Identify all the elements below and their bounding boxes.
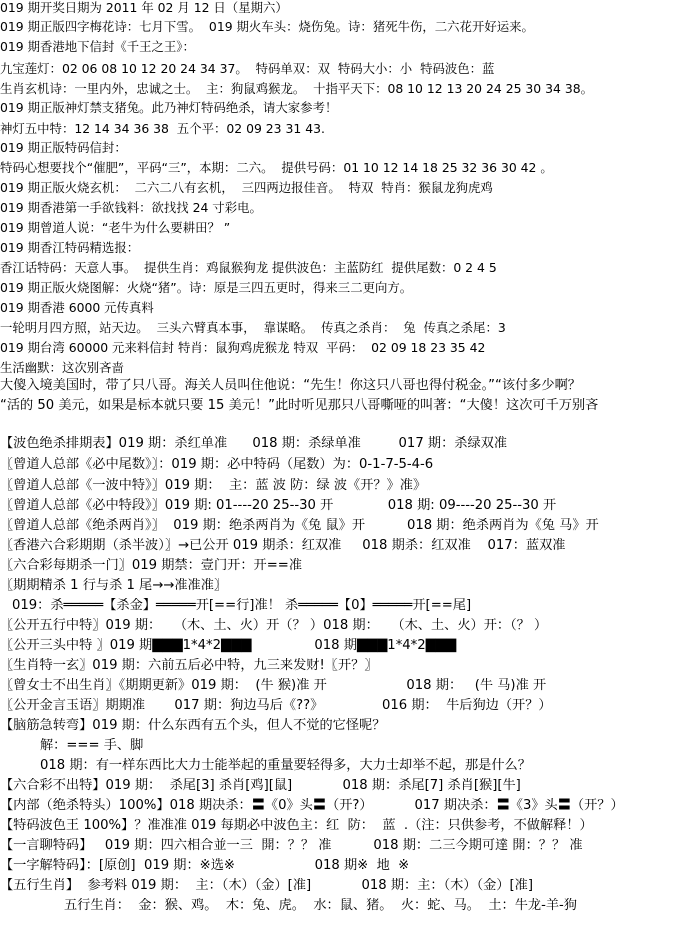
one-word-talk-line: 【一言聊特码】 019 期：四六相合並一三 開：？？ 准 018 期：二三今期可達 開：？？ 准: [0, 838, 583, 853]
taiwan-envelope-line: 019 期台湾 60000 元来料信封 特肖：鼠狗鸡虎猴龙 特双 平码： 02 09 18 23 35 42: [0, 340, 486, 355]
fire-chart-line: 019 期正版火烧图解：火烧“猪”。诗：原是三四五更时，得来三二更向方。: [0, 280, 413, 295]
humor-line-2: “活的 50 美元，如果是标本就只要 15 美元！”此时听见那只八哥嘶哑的叫著：“大傻！这次可千万别吝: [0, 398, 599, 413]
riddle-line: 【脑筋急转弯】019 期：什么东西有五个头，但人不觉的它怪呢？: [0, 718, 386, 733]
riddle-018-line: 018 期：有一样东西比大力士能举起的重量要轻得多，大力士却举不起，那是什么？: [40, 758, 531, 773]
five-zodiac-line: 【五行生肖】 参考料 019 期： 主：（木）（金）[准] 018 期：主：（木）（金）[准]: [0, 878, 533, 893]
kill-row-tail-title: 〖期期精杀 1 行与杀 1 尾→→准准准〗: [0, 578, 228, 593]
hk-half-wave-line: 〖香港六合彩期期（杀半波）〗→已公开 019 期杀：红双准 018 期杀：红双准 017：蓝双准: [0, 538, 566, 553]
draw-date-line: 019 期开奖日期为 2011 年 02 月 12 日（星期六）: [0, 0, 288, 15]
inner-kill-head-line: 【内部（绝杀特头）100%】018 期决杀：〓《0》头〓（开?） 017 期决杀：〓《3》头〓（开？）: [0, 798, 624, 813]
plum-poem-line: 019 期正版四字梅花诗：七月下雪。 019 期火车头：烧伤兔。诗：猪死牛伤，二六花开好运来。: [0, 19, 534, 34]
wave-king-line: 【特码波色王 100%】？准准准 019 每期必中波色主：红 防： 蓝 .（注：只供参考，不做解释！）: [0, 818, 593, 833]
zeng-said-line: 019 期曾道人说：“老牛为什么要耕田？ ”: [0, 220, 231, 235]
hk-first-hand-line: 019 期香港第一手欲钱料：欲找找 24 寸彩电。: [0, 200, 262, 215]
three-heads-line: 〖公开三头中特 〗019 期▇▇▇1*4*2▇▇▇ 018 期▇▇▇1*4*2▇▇▇: [0, 638, 457, 653]
hk-fax-line: 一轮明月四方照，站天边。 三头六臂真本事， 靠谋略。 传真之杀肖： 兔 传真之杀尾：3: [0, 320, 506, 335]
kill-one-door-line: 〖六合彩每期杀一门〗019 期禁：壹门开：开==准: [0, 558, 303, 573]
xiangjiang-title: 019 期香江特码精选报：: [0, 240, 140, 255]
zeng-segment-line: 〖曾道人总部《必中特段》〗019 期: 01----20 25--30 开 018 期: 09----20 25--30 开: [0, 498, 557, 513]
kill-row-tail-line: 019：杀═════【杀金】═════开[==行]准！ 杀═════【0】═════开[==尾]: [12, 598, 472, 613]
riddle-answer-line: 解：=== 手、脚: [40, 738, 144, 753]
humor-title: 生活幽默：这次别吝啬: [0, 360, 124, 375]
humor-line-1: 大傻入境美国时，带了只八哥。海关人员叫住他说：“先生！你这只八哥也得付税金。”“该付多少啊？: [0, 378, 590, 393]
zodiac-one-line: 〖生肖特一玄〗019 期：六前五后必中特，九三来发财!〖开？〗: [0, 658, 378, 673]
special-envelope-line: 特码心想要找个“催肥”，平码“三”，本期：二六。 提供号码：01 10 12 14 18 25 32 36 30 42 。: [0, 160, 553, 175]
hk-fax-title: 019 期香港 6000 元传真料: [0, 300, 154, 315]
golden-words-line: 〖公开金言玉语〗期期准 017 期：狗边马后《??》 016 期： 牛后狗边（开？）: [0, 698, 552, 713]
zodiac-mystery-line: 生肖玄机诗：一里内外，忠诚之士。 主：狗鼠鸡猴龙。 十指平天下：08 10 12 13 20 24 25 30 34 38。: [0, 81, 593, 96]
ms-zeng-line: 〖曾女士不出生肖〗《期期更新》019 期： (牛 猴)准 开 018 期： (牛 马)准 开: [0, 678, 547, 693]
zeng-wave-line: 〖曾道人总部《一波中特》〗019 期： 主：蓝 波 防：绿 波《开？》准》: [0, 478, 427, 493]
zeng-kill-two-line: 〖曾道人总部《绝杀两肖》〗 019 期：绝杀两肖为《兔 鼠》开 018 期：绝杀两肖为《兔 马》开: [0, 518, 599, 533]
one-char-line: 【一字解特码】：[原创] 019 期：※选※ 018 期※ 地 ※: [0, 858, 410, 873]
zeng-tail-line: 〖曾道人总部《必中尾数》〗：019 期：必中特码（尾数）为：0-1-7-5-4-6: [0, 457, 434, 472]
divine-lamp-five-line: 神灯五中特：12 14 34 36 38 五个平：02 09 23 31 43.: [0, 121, 325, 136]
special-envelope-title: 019 期正版特码信封：: [0, 140, 127, 155]
five-elements-line: 〖公开五行中特〗019 期： （木、土、火）开（？ ）018 期： （木、土、火）开：（？ ）: [0, 618, 548, 633]
casino-ad-line: [0, 416, 688, 434]
wave-kill-schedule: 【波色绝杀排期表】019 期：杀红单准 018 期：杀绿单准 017 期：杀绿双准: [0, 436, 508, 451]
fire-mystery-line: 019 期正版火烧玄机： 二六二八有玄机， 三四两边报佳音。 特双 特肖：猴鼠龙狗虎鸡: [0, 180, 493, 195]
no-special-line: 【六合彩不出特】019 期： 杀尾[3] 杀肖[鸡][鼠] 018 期：杀尾[7] 杀肖[猴][牛]: [0, 778, 521, 793]
xiangjiang-line: 香江话特码：天意人事。 提供生肖：鸡鼠猴狗龙 提供波色：主蓝防红 提供尾数：0 2 4 5: [0, 260, 497, 275]
nine-lotus-line: 九宝莲灯：02 06 08 10 12 20 24 34 37。 特码单双：双 特码大小：小 特码波色：蓝: [0, 61, 495, 76]
hk-envelope-title: 019 期香港地下信封《千王之王》：: [0, 39, 195, 54]
divine-lamp-ban-line: 019 期正版神灯禁支猪兔。此乃神灯特码绝杀，请大家参考！: [0, 100, 338, 115]
five-zodiac-list-line: 五行生肖： 金：猴、鸡。 木：兔、虎。 水：鼠、猪。 火：蛇、马。 土：牛龙-羊-狗: [64, 898, 577, 913]
